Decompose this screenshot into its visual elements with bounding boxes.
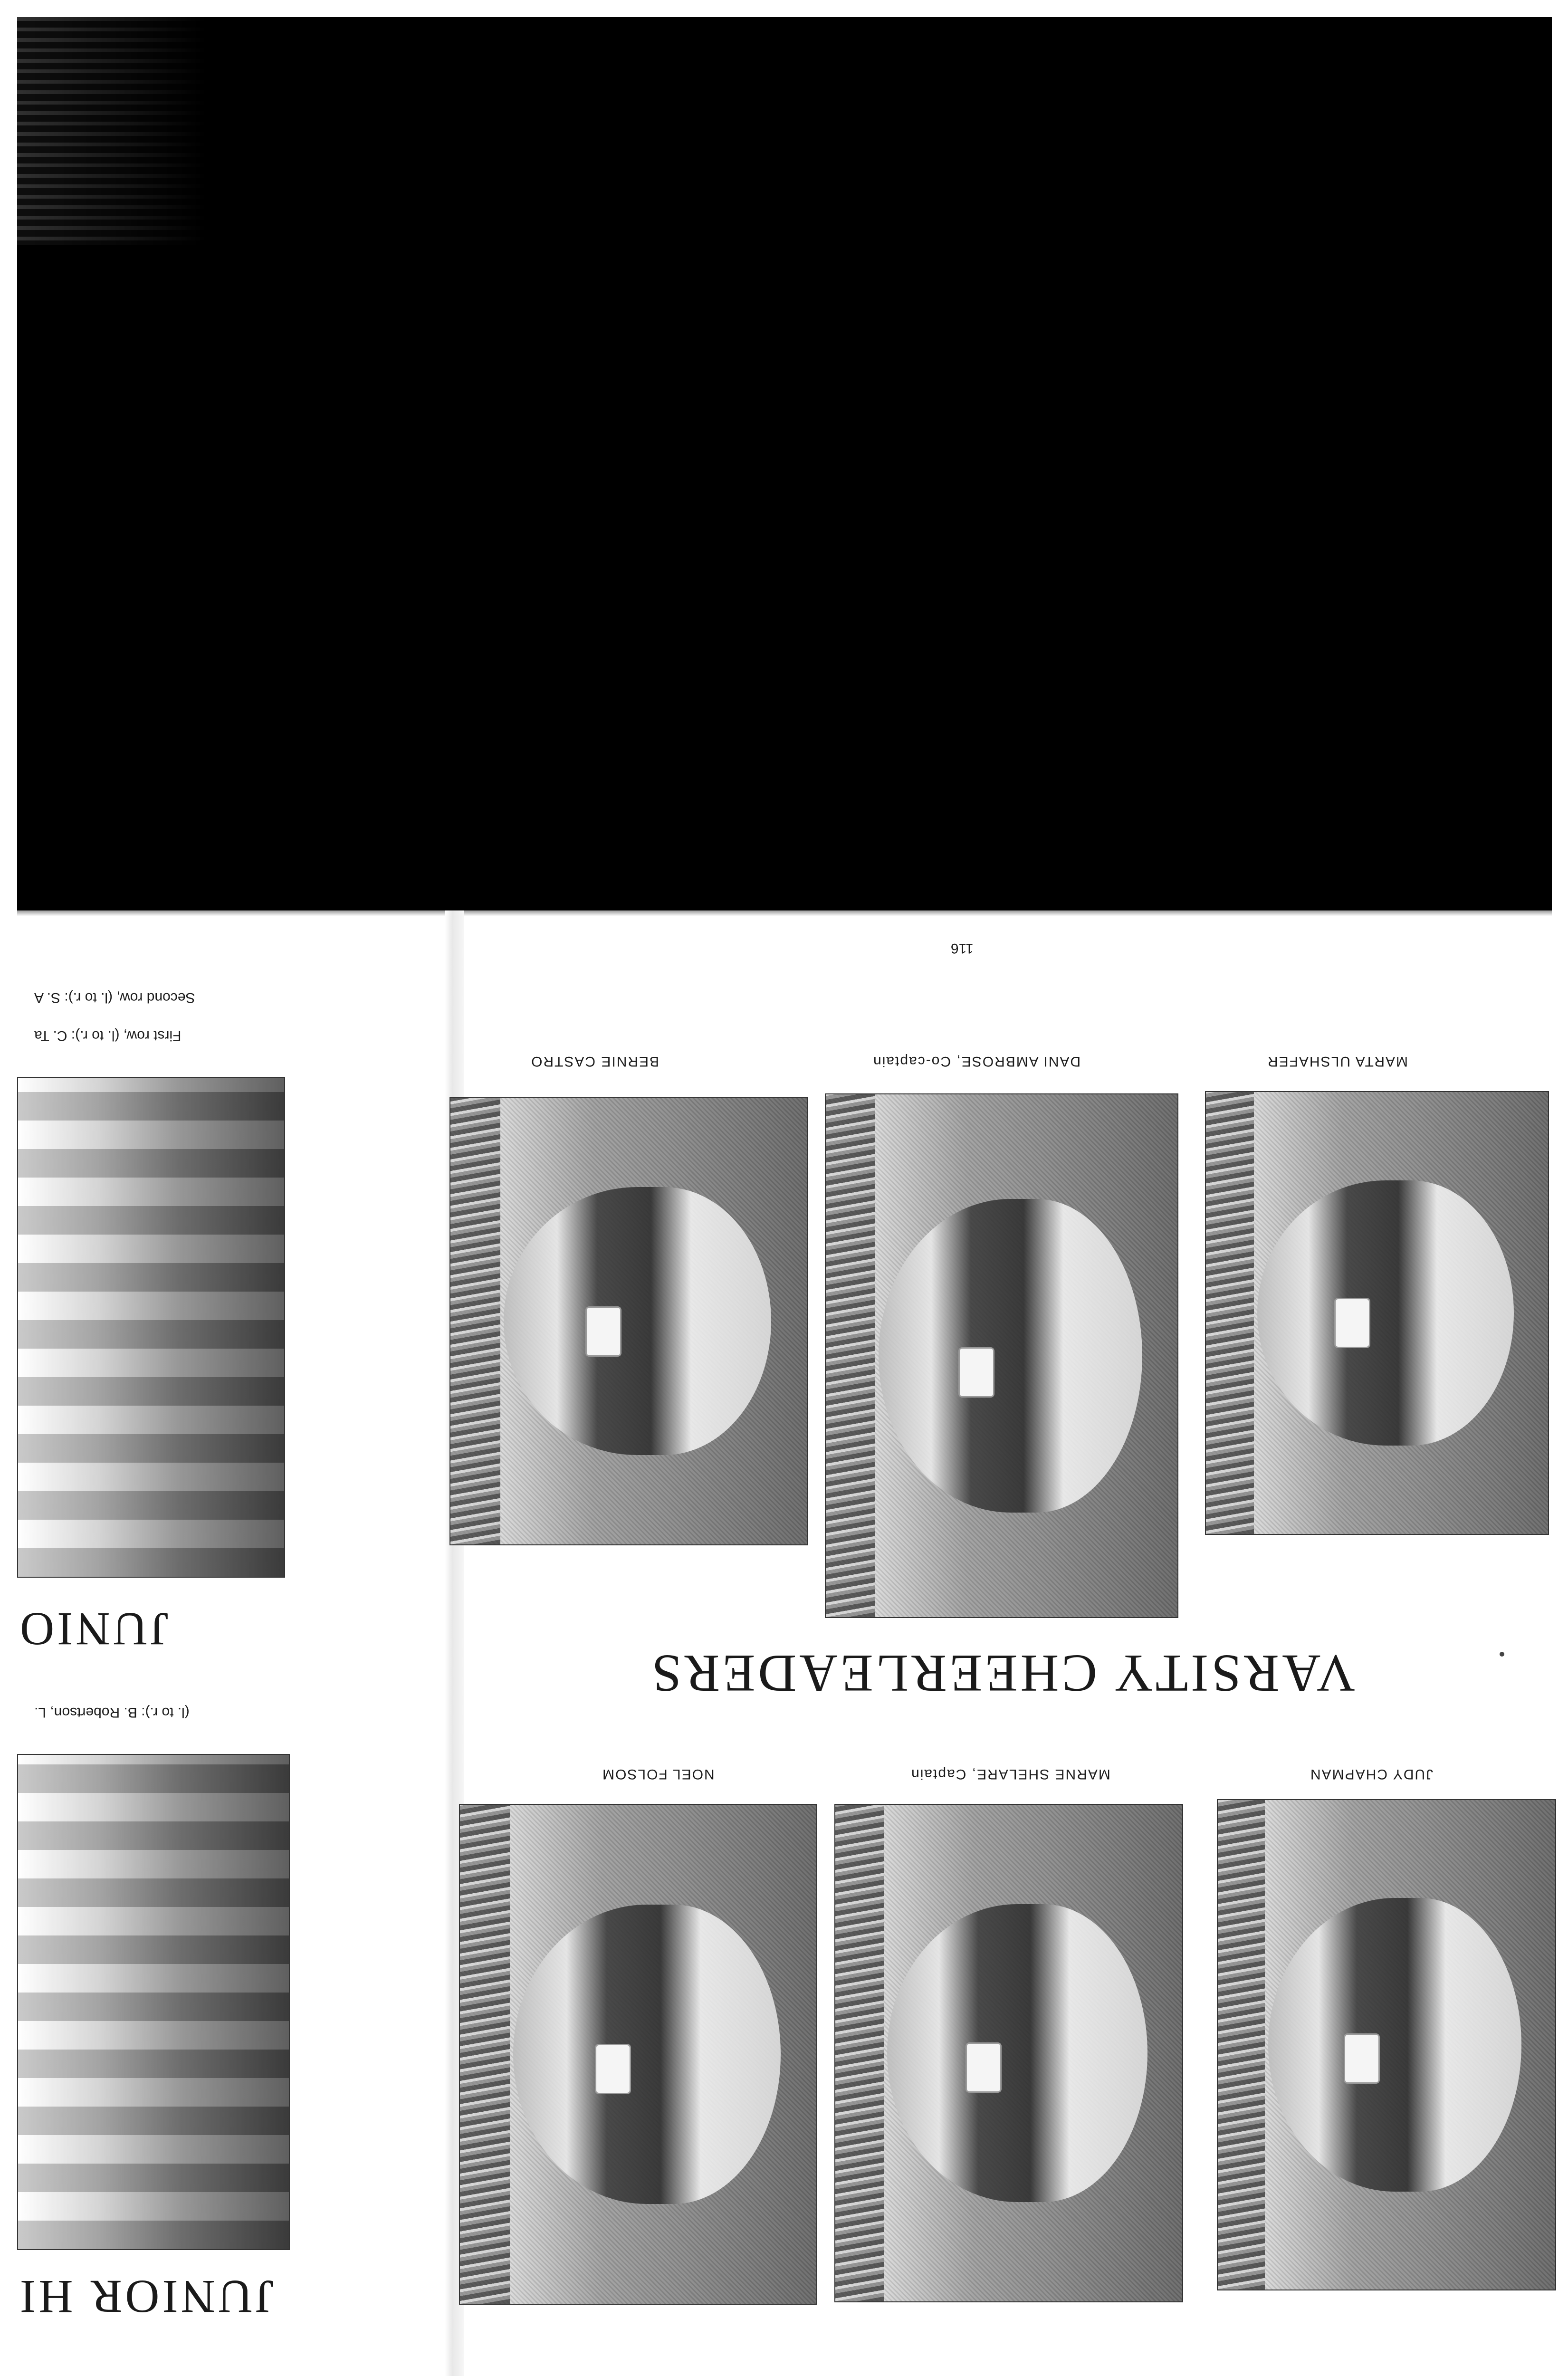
caption-marta-ulshafer: MARTA ULSHAFER bbox=[1267, 1054, 1408, 1069]
cheerleader-figure bbox=[1257, 1180, 1514, 1446]
caption-bernie-castro: BERNIE CASTRO bbox=[530, 1054, 660, 1069]
cheerleader-figure bbox=[504, 1187, 772, 1455]
cheerleader-figure bbox=[514, 1905, 781, 2204]
sweater-letter bbox=[585, 1306, 621, 1357]
trees-background bbox=[835, 1805, 884, 2301]
junior-high-heading: JUNIOR HI bbox=[17, 2271, 274, 2323]
caption-dani-ambrose: DANI AMBROSE, Co-captain bbox=[872, 1054, 1081, 1069]
cheerleader-figure bbox=[888, 1904, 1148, 2202]
junior-heading-partial: JUNIO bbox=[17, 1603, 169, 1656]
yearbook-spread bbox=[17, 910, 1552, 2376]
trees-background bbox=[1206, 1092, 1254, 1534]
sweater-letter bbox=[966, 2042, 1002, 2093]
photo-judy-chapman bbox=[1217, 1799, 1556, 2290]
photo-bernie-castro bbox=[449, 1097, 808, 1545]
cheerleader-figure bbox=[879, 1199, 1142, 1513]
caption-marne-shelare: MARNE SHELARE, Captain bbox=[910, 1766, 1110, 1782]
page-title: VARSITY CHEERLEADERS bbox=[649, 1644, 1355, 1703]
scan-streaks bbox=[17, 17, 207, 245]
sweater-letter bbox=[595, 2044, 631, 2094]
trees-background bbox=[1218, 1800, 1265, 2290]
sweater-letter bbox=[958, 1347, 994, 1398]
photo-dani-ambrose bbox=[825, 1093, 1178, 1618]
trees-background bbox=[450, 1098, 500, 1544]
page-edge bbox=[17, 910, 1552, 916]
trees-background bbox=[460, 1805, 510, 2304]
cheerleader-figure bbox=[1269, 1898, 1522, 2192]
group-photo-top bbox=[17, 1077, 285, 1578]
caption-second-row: Second row, (l. to r.): S. A bbox=[34, 990, 195, 1006]
sweater-letter bbox=[1334, 1298, 1370, 1348]
caption-judy-chapman: JUDY CHAPMAN bbox=[1310, 1766, 1434, 1782]
photo-noel-folsom bbox=[459, 1804, 817, 2305]
caption-group: (l. to r.): B. Robertson, L. bbox=[34, 1705, 190, 1720]
scanner-bed-background bbox=[17, 17, 1552, 910]
dust-speck bbox=[1500, 1652, 1504, 1657]
photo-marne-shelare bbox=[834, 1804, 1183, 2302]
trees-background bbox=[826, 1094, 875, 1617]
caption-noel-folsom: NOEL FOLSOM bbox=[602, 1766, 715, 1782]
photo-marta-ulshafer bbox=[1205, 1091, 1549, 1535]
caption-first-row: First row, (l. to r.): C. Ta bbox=[34, 1028, 182, 1044]
group-people bbox=[18, 1755, 289, 2249]
sweater-letter bbox=[1344, 2033, 1380, 2084]
group-photo-bottom bbox=[17, 1754, 290, 2250]
group-people bbox=[18, 1078, 284, 1577]
page-number: 116 bbox=[951, 940, 974, 956]
